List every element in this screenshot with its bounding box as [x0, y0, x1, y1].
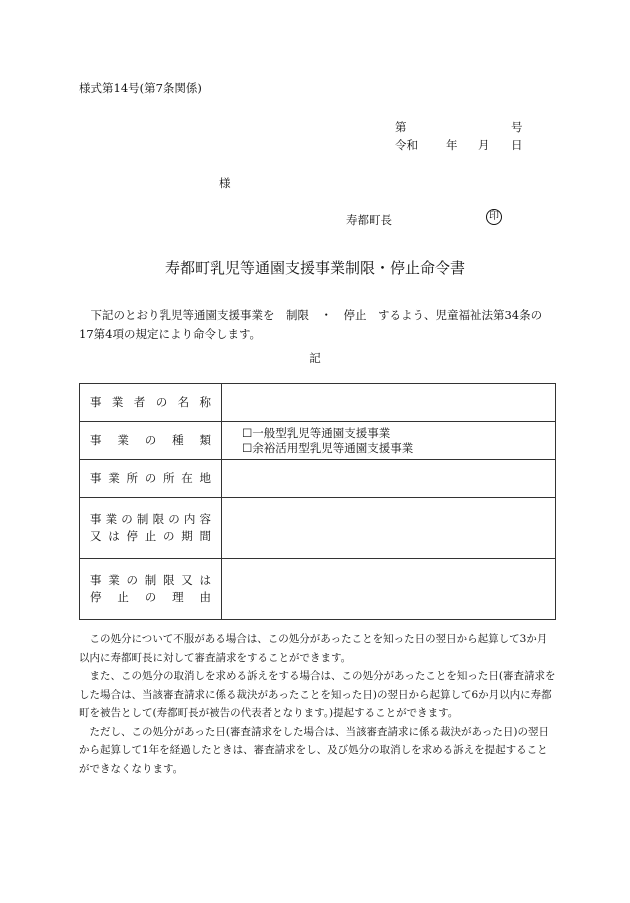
issuer-name: 寿都町長	[346, 213, 392, 227]
document-title: 寿都町乳児等通園支援事業制限・停止命令書	[164, 259, 465, 277]
year-label: 年	[446, 138, 458, 152]
seal-stamp: 印	[486, 209, 502, 225]
row-label: 事業者の名称	[90, 395, 211, 409]
checkbox-option-general: ☐一般型乳児等通園支援事業	[242, 425, 391, 440]
checkbox-option-surplus: ☐余裕活用型乳児等通園支援事業	[242, 440, 414, 455]
table-row	[80, 559, 556, 620]
table-row	[80, 460, 556, 498]
note-paragraph: この処分について不服がある場合は、この処分があったことを知った日の翌日から起算して3か月以内に寿都町長に対して審査請求をすることができます。	[79, 633, 548, 664]
row-label: 事業所の所在地	[90, 471, 211, 485]
note-paragraph: ただし、この処分があった日(審査請求をした場合は、当該審査請求に係る裁決があった日)の翌日から起算して1年を経過したときは、審査請求をし、及び処分の取消しを求める訴えを提起することができなくなります。	[79, 725, 549, 775]
value-cell	[222, 498, 556, 559]
row-label: 事業の種類	[90, 433, 211, 447]
label-cell	[80, 498, 222, 559]
ki-label: 記	[309, 351, 321, 365]
order-details-table	[79, 383, 556, 620]
value-cell	[222, 422, 556, 460]
number-prefix: 第	[395, 120, 407, 134]
appeal-notes	[79, 630, 557, 778]
addressee-honorific: 様	[219, 176, 231, 190]
row-label: 事業の制限の内容	[90, 512, 211, 526]
label-cell	[80, 559, 222, 620]
row-label: 停止の理由	[90, 590, 211, 604]
note-paragraph: また、この処分の取消しを求める訴えをする場合は、この処分があったことを知った日(審査請求をした場合は、当該審査請求に係る裁決があったことを知った日)の翌日から起算して6か月以内に寿都町を被告として(寿都町長が被告の代表者となります。)提起することができます。	[79, 670, 556, 719]
day-label: 日	[511, 138, 523, 152]
label-cell	[80, 422, 222, 460]
table-row	[80, 384, 556, 422]
value-cell	[222, 460, 556, 498]
row-label: 又は停止の期間	[90, 529, 211, 543]
label-cell	[80, 384, 222, 422]
form-number: 様式第14号(第7条関係)	[79, 81, 202, 95]
era-label: 令和	[395, 138, 418, 152]
row-label: 事業の制限又は	[90, 573, 211, 587]
order-statement: 下記のとおり乳児等通園支援事業を 制限 ・ 停止 するよう、児童福祉法第34条の17第4項の規定により命令します。	[79, 308, 543, 341]
value-cell	[222, 384, 556, 422]
table-row	[80, 498, 556, 559]
month-label: 月	[478, 138, 490, 152]
label-cell	[80, 460, 222, 498]
number-suffix: 号	[511, 120, 523, 134]
table-row	[80, 422, 556, 460]
value-cell	[222, 559, 556, 620]
